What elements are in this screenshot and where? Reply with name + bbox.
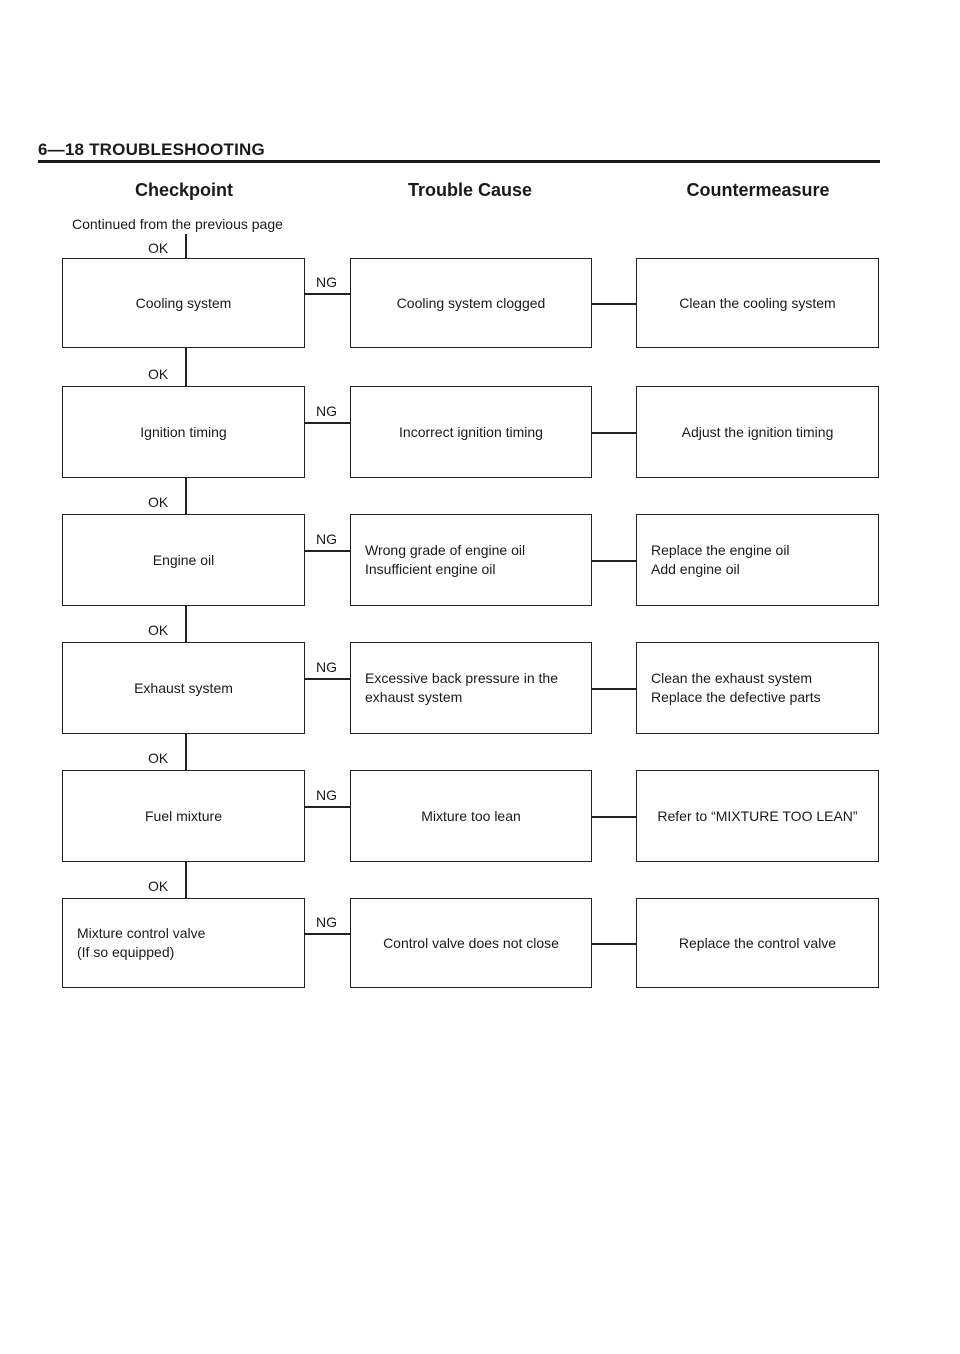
cause-box-3 (350, 514, 592, 606)
cause-box-1-text: Cooling system clogged (396, 294, 546, 311)
ok-connector-1 (185, 348, 187, 386)
cause-connector-6 (592, 943, 636, 945)
cause-connector-4 (592, 688, 636, 690)
cause-connector-3 (592, 560, 636, 562)
ok-connector-3 (185, 606, 187, 642)
countermeasure-box-2-text: Adjust the ignition timing (681, 423, 834, 440)
continued-note: Continued from the previous page (72, 216, 283, 232)
ng-label-3: NG (316, 531, 337, 547)
column-heading-trouble-cause: Trouble Cause (407, 180, 533, 200)
ok-label-4: OK (148, 750, 169, 766)
cause-box-4-text: Excessive back pressure in the exhaust system (365, 670, 558, 705)
ng-connector-6 (305, 933, 350, 935)
ng-label-1: NG (316, 274, 337, 290)
countermeasure-box-1 (636, 258, 879, 348)
countermeasure-box-4-text: Clean the exhaust system Replace the defective parts (651, 670, 821, 705)
countermeasure-box-6-text: Replace the control valve (678, 934, 837, 951)
cause-connector-5 (592, 816, 636, 818)
ng-label-4: NG (316, 659, 337, 675)
cause-connector-2 (592, 432, 636, 434)
cause-box-3-text: Wrong grade of engine oil Insufficient engine oil (365, 542, 526, 577)
ok-label-3: OK (148, 622, 169, 638)
countermeasure-box-5 (636, 770, 879, 862)
ng-label-2: NG (316, 403, 337, 419)
countermeasure-box-6 (636, 898, 879, 988)
page-header: 6—18 TROUBLESHOOTING (38, 140, 265, 159)
cause-box-6 (350, 898, 592, 988)
cause-box-1 (350, 258, 592, 348)
cause-connector-1 (592, 303, 636, 305)
checkpoint-box-6-text: Mixture control valve (If so equipped) (77, 925, 206, 960)
cause-box-6-text: Control valve does not close (383, 934, 559, 951)
column-heading-countermeasure: Countermeasure (686, 180, 830, 200)
ok-connector-top (185, 234, 187, 258)
checkpoint-box-2 (62, 386, 305, 478)
countermeasure-box-4 (636, 642, 879, 734)
cause-box-4 (350, 642, 592, 734)
countermeasure-box-2 (636, 386, 879, 478)
checkpoint-box-3 (62, 514, 305, 606)
countermeasure-box-5-text: Refer to “MIXTURE TOO LEAN” (657, 807, 858, 824)
countermeasure-box-3 (636, 514, 879, 606)
cause-box-5 (350, 770, 592, 862)
ng-connector-3 (305, 550, 350, 552)
ok-label-top: OK (148, 240, 169, 256)
ng-connector-2 (305, 422, 350, 424)
checkpoint-box-4 (62, 642, 305, 734)
ng-connector-1 (305, 293, 350, 295)
cause-box-2 (350, 386, 592, 478)
ng-connector-5 (305, 806, 350, 808)
cause-box-5-text: Mixture too lean (421, 807, 521, 824)
ok-label-1: OK (148, 366, 169, 382)
ok-connector-4 (185, 734, 187, 770)
header-rule (38, 160, 880, 163)
cause-box-2-text: Incorrect ignition timing (399, 423, 543, 440)
ng-connector-4 (305, 678, 350, 680)
checkpoint-box-6 (62, 898, 305, 988)
checkpoint-box-5 (62, 770, 305, 862)
checkpoint-box-1 (62, 258, 305, 348)
ok-label-2: OK (148, 494, 169, 510)
checkpoint-box-4-text: Exhaust system (134, 679, 233, 696)
ok-connector-5 (185, 862, 187, 898)
countermeasure-box-3-text: Replace the engine oil Add engine oil (651, 542, 790, 577)
checkpoint-box-5-text: Fuel mixture (144, 807, 223, 824)
checkpoint-box-3-text: Engine oil (152, 551, 215, 568)
countermeasure-box-1-text: Clean the cooling system (679, 294, 836, 311)
ok-connector-2 (185, 478, 187, 514)
checkpoint-box-2-text: Ignition timing (140, 423, 227, 440)
ng-label-5: NG (316, 787, 337, 803)
checkpoint-box-1-text: Cooling system (135, 294, 232, 311)
ok-label-5: OK (148, 878, 169, 894)
column-heading-checkpoint: Checkpoint (134, 180, 234, 200)
ng-label-6: NG (316, 914, 337, 930)
